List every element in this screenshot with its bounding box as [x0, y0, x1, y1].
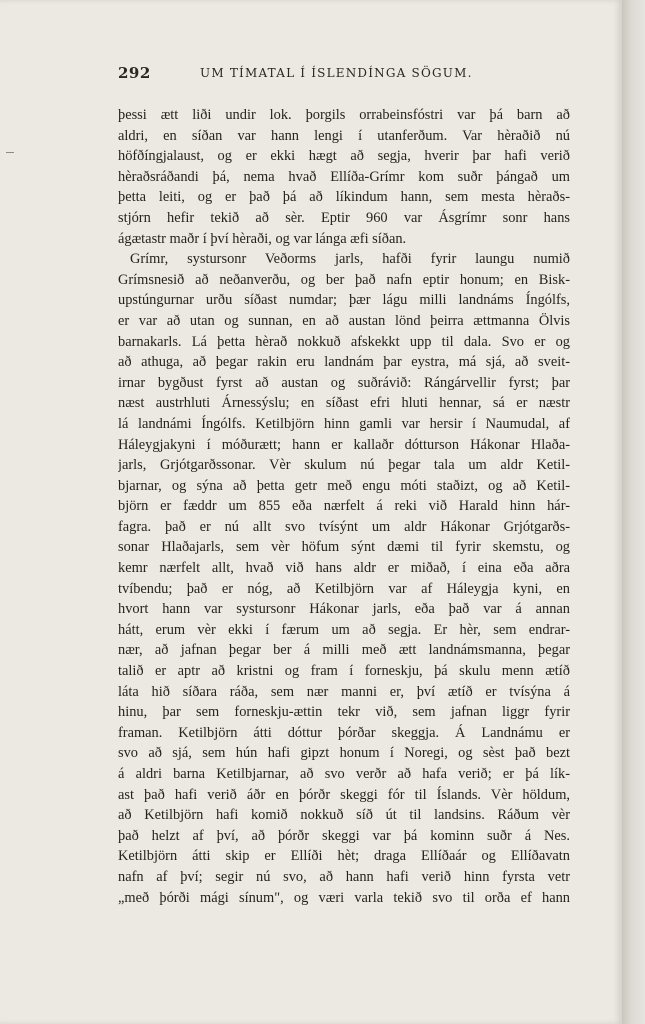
- text-line: nær, að jafnan þegar ber á milli með ætt landnámsmanna, þegar: [118, 642, 570, 659]
- text-line: upstúngurnar urðu síðast numdar; þær lágu milli landnáms Íngólfs,: [118, 292, 570, 309]
- text-line: á aldri barna Ketilbjarnar, að svo verðr að hafa verið; er þá lík-: [118, 766, 570, 782]
- paragraph-1: [118, 105, 570, 249]
- text-line: fagra. það er nú allt svo tvísýnt um aldr Hákonar Grjótgarðs-: [118, 518, 570, 535]
- text-line: sonar Hlaðajarls, sem vèr höfum sýnt dæmi til fyrir skemstu, og: [118, 539, 570, 556]
- text-line: björn er fæddr um 855 eða nærfelt á reki við Harald hinn hár-: [118, 498, 570, 515]
- page-edge: [622, 0, 645, 1024]
- text-line: svo að sjá, sem hún hafi gipzt honum í Noregi, og sèst það bezt: [118, 745, 570, 762]
- text-line: aldri, en síðan var hann lengi í utanferðum. Var hèraðið nú: [118, 127, 570, 144]
- text-line: Ketilbjörn átti skip er Ellíði hèt; draga Ellíðaár og Ellíðavatn: [118, 848, 570, 865]
- text-line: talið er aptr að kristni og fram í forneskju, þá skulu menn ætíð: [118, 663, 570, 680]
- paragraph-2: [118, 249, 570, 908]
- text-line: höfðíngjalaust, og er ekki hægt að segja, hverir þar hafi verið: [118, 148, 570, 165]
- text-line: það helzt af því, að þórðr skeggi var þá kominn suðr á Nes.: [118, 827, 570, 844]
- text-line: hvort hann var systursonr Hákonar jarls, eða það var á annan: [118, 601, 570, 618]
- text-line: hèraðsráðandi þá, nema hvað Ellíða-Grímr kom suðr þángað um: [118, 168, 570, 185]
- text-line: að athuga, að þegar rakin eru landnám þar eystra, má sjá, að sveit-: [118, 354, 570, 371]
- body-text: [118, 105, 570, 908]
- text-line: ágætastr maðr í því hèraði, og var lánga æfi síðan.: [118, 230, 407, 247]
- running-title: UM TÍMATAL Í ÍSLENDÍNGA SÖGUM.: [200, 66, 473, 80]
- text-line: næst austrhluti Árnessýslu; en síðast efri hluti hennar, sá er næstr: [118, 395, 570, 412]
- text-line: er var að utan og sunnan, en að austan lönd þeirra ættmanna Ölvis: [118, 312, 570, 329]
- text-line: Grímr, systursonr Veðorms jarls, hafði fyrir laungu numið: [130, 251, 570, 268]
- text-line: þessi ætt liði undir lok. þorgils orrabeinsfóstri var þá barn að: [118, 107, 570, 123]
- page-number: 292: [118, 64, 151, 82]
- text-line: stjórn hefir tekið að sèr. Eptir 960 var Ásgrímr sonr hans: [118, 209, 570, 226]
- text-line: að Ketilbjörn hafi komið nokkuð síð út til landsins. Ráðum vèr: [118, 807, 570, 824]
- text-line: barnakarls. Lá þetta hèrað nokkuð afskekkt upp til dala. Svo er og: [118, 333, 570, 350]
- text-line: irnar bygðust fyrst að austan og suðrávið: Rángárvellir fyrst; þar: [118, 374, 570, 391]
- text-line: Grímsnesið að neðanverðu, og ber það nafn eptir honum; en Bisk-: [118, 271, 570, 288]
- text-line: ast það hafi verið áðr en þórðr skeggi fór til Íslands. Vèr höldum,: [118, 786, 570, 803]
- page-header: [0, 64, 622, 84]
- text-line: framan. Ketilbjörn átti dóttur þórðar skeggja. Á Landnámu er: [118, 724, 570, 741]
- text-line: lá landnámi Íngólfs. Ketilbjörn hinn gamli var hersir í Naumudal, af: [118, 415, 570, 432]
- text-line: Háleygjakyni í móðurætt; hann er kallaðr dótturson Hákonar Hlaða-: [118, 436, 570, 453]
- text-line: hátt, erum vèr ekki í færum um að segja. Er hèr, sem endrar-: [118, 621, 570, 638]
- text-line: þetta leiti, og er það þá að líkindum hann, sem mesta hèraðs-: [118, 189, 570, 206]
- text-line: nafn af því; segir nú svo, að hann hafi verið hinn fyrsta vetr: [118, 868, 570, 885]
- text-line: „með þórði mági sínum", og væri varla tekið svo til orða ef hann: [118, 889, 570, 906]
- margin-mark: [6, 152, 14, 153]
- text-line: kemr nærfelt allt, hvað við hans aldr er miðað, í eina eða aðra: [118, 560, 570, 577]
- text-line: hinu, þar sem forneskju-ættin tekr við, sem jafnan liggr fyrir: [118, 704, 570, 721]
- text-line: láta hið síðara ráða, sem nær manni er, því ætíð er tvísýna á: [118, 683, 570, 700]
- text-line: tvíbendu; það er nóg, að Ketilbjörn var af Háleygja kyni, en: [118, 580, 570, 597]
- text-line: jarls, Grjótgarðssonar. Vèr skulum nú þegar tala um aldr Ketil-: [118, 457, 570, 474]
- text-line: bjarnar, og sýna að þetta getr með engu móti staðizt, og að Ketil-: [118, 477, 570, 494]
